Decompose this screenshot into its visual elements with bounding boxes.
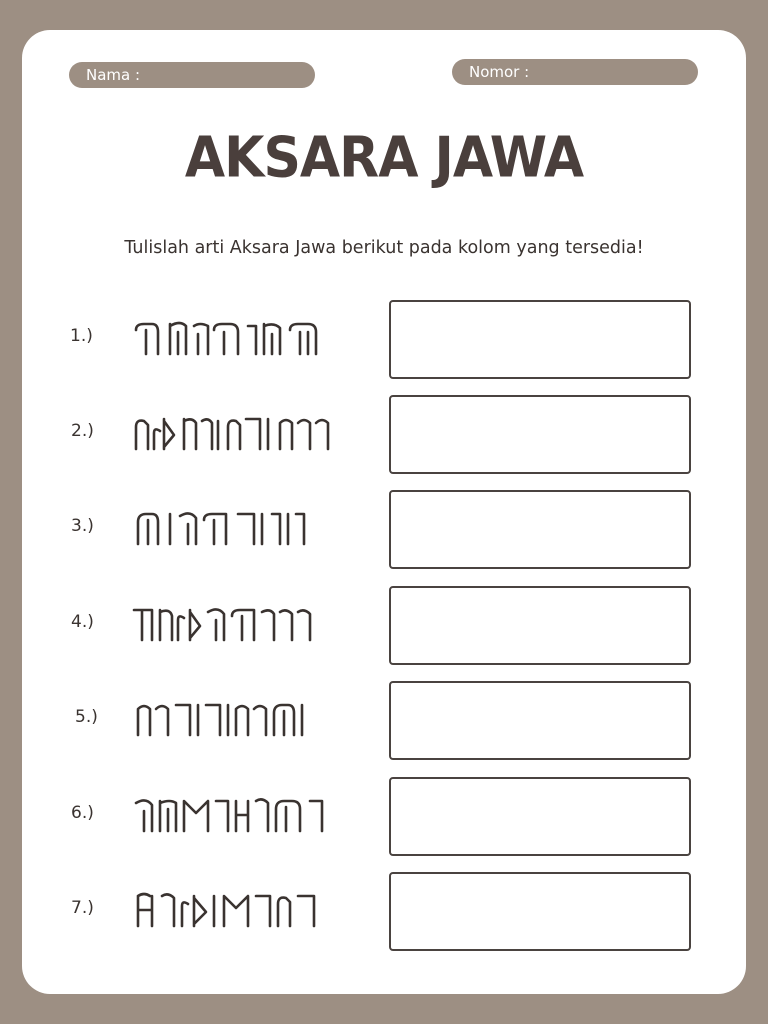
worksheet: [22, 30, 746, 994]
answer-box[interactable]: [389, 490, 691, 569]
instruction-text: Tulislah arti Aksara Jawa berikut pada kolom yang tersedia!: [124, 238, 644, 258]
javanese-script-image: [130, 506, 350, 550]
javanese-script-image: [130, 888, 350, 932]
javanese-script-image: [130, 411, 350, 455]
item-number: 1.): [70, 326, 93, 346]
item-number: 2.): [71, 421, 94, 441]
answer-box[interactable]: [389, 300, 691, 379]
exercise-row: [22, 681, 746, 761]
item-number: 7.): [71, 898, 94, 918]
javanese-script-image: [130, 697, 350, 741]
item-number: 4.): [71, 612, 94, 632]
name-label: Nama :: [86, 66, 141, 84]
exercise-row: [22, 395, 746, 475]
answer-box[interactable]: [389, 872, 691, 951]
exercise-row: [22, 586, 746, 666]
number-label: Nomor :: [469, 63, 530, 81]
exercise-row: [22, 872, 746, 952]
name-field[interactable]: [69, 62, 315, 88]
javanese-script-image: [130, 602, 350, 646]
answer-box[interactable]: [389, 586, 691, 665]
item-number: 3.): [71, 516, 94, 536]
exercise-row: [22, 490, 746, 570]
javanese-script-image: [130, 316, 350, 360]
exercise-row: [22, 777, 746, 857]
item-number: 6.): [71, 803, 94, 823]
number-field[interactable]: [452, 59, 698, 85]
page-title: AKSARA JAWA: [184, 125, 584, 191]
answer-box[interactable]: [389, 777, 691, 856]
item-number: 5.): [75, 707, 98, 727]
exercise-row: [22, 300, 746, 380]
javanese-script-image: [130, 793, 350, 837]
answer-box[interactable]: [389, 395, 691, 474]
answer-box[interactable]: [389, 681, 691, 760]
